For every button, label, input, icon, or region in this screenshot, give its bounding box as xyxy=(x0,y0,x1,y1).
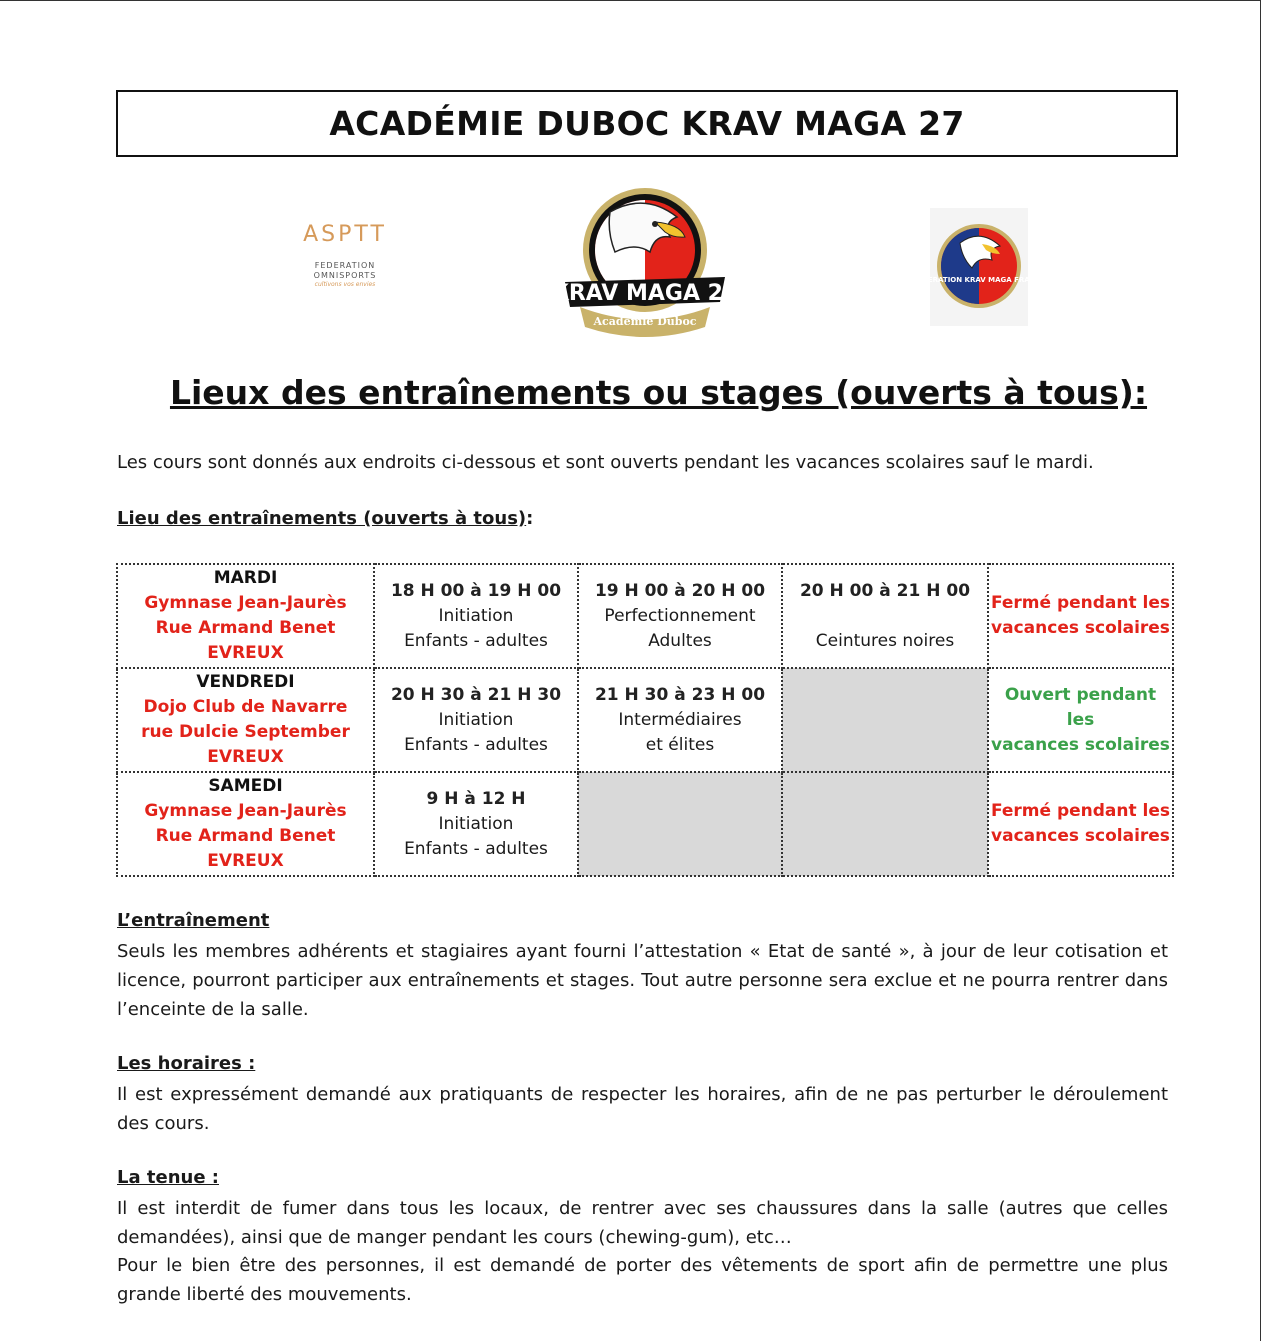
status-cell xyxy=(988,668,1173,772)
session-level: Intermédiaires xyxy=(618,709,742,730)
session-cell xyxy=(578,668,782,772)
main-heading: Lieux des entraînements ou stages (ouverts à tous): xyxy=(169,373,1148,412)
krav-maga-27-logo xyxy=(551,182,739,347)
table-heading xyxy=(117,508,533,529)
krav-maga-27-subtext: Académie Duboc xyxy=(593,315,697,328)
asptt-brand: ASPTT xyxy=(303,222,387,247)
session-level: Perfectionnement xyxy=(604,605,756,626)
table-row xyxy=(117,772,1173,876)
session-level: Initiation xyxy=(438,605,514,626)
session-public: Enfants - adultes xyxy=(404,630,548,651)
place-city: EVREUX xyxy=(207,747,284,767)
status-line1: Fermé pendant les xyxy=(990,593,1171,613)
session-time: 19 H 00 à 20 H 00 xyxy=(594,580,766,601)
asptt-line1: FEDERATION xyxy=(314,261,376,270)
empty-cell xyxy=(782,668,988,772)
status-line1: Ouvert pendant les xyxy=(1004,684,1157,730)
training-heading: L’entraînement xyxy=(117,910,270,931)
status-line2: vacances scolaires xyxy=(991,734,1170,755)
status-cell xyxy=(988,772,1173,876)
empty-cell xyxy=(782,772,988,876)
status-cell xyxy=(988,564,1173,668)
place-street: Rue Armand Benet xyxy=(155,826,336,846)
asptt-line2: OMNISPORTS xyxy=(313,271,377,280)
session-time: 20 H 30 à 21 H 30 xyxy=(390,684,562,705)
place-name: Dojo Club de Navarre xyxy=(143,697,348,717)
session-public: Adultes xyxy=(648,630,712,651)
session-cell xyxy=(782,564,988,668)
session-level: Initiation xyxy=(438,709,514,730)
asptt-tagline: cultivons vos envies xyxy=(314,281,376,288)
krav-maga-27-text: KRAV MAGA 27 xyxy=(551,281,739,306)
session-public: Enfants - adultes xyxy=(404,734,548,755)
place-street: Rue Armand Benet xyxy=(155,618,336,638)
status-line2: vacances scolaires xyxy=(991,618,1170,638)
hours-text: Il est expressément demandé aux pratiquants de respecter les horaires, afin de ne pas perturber le déroulement des cours. xyxy=(117,1084,1168,1134)
session-time: 18 H 00 à 19 H 00 xyxy=(390,580,562,601)
location-cell xyxy=(117,668,374,772)
session-time: 9 H à 12 H xyxy=(426,788,526,809)
empty-cell xyxy=(578,772,782,876)
day-label: VENDREDI xyxy=(196,672,295,692)
session-public: et élites xyxy=(645,734,715,755)
table-heading-label: Lieu des entraînements (ouverts à tous) xyxy=(117,508,527,529)
place-name: Gymnase Jean-Jaurès xyxy=(144,593,347,613)
day-label: SAMEDI xyxy=(208,776,283,796)
table-heading-suffix: : xyxy=(526,508,534,529)
session-level xyxy=(783,604,987,629)
session-cell xyxy=(374,668,578,772)
place-city: EVREUX xyxy=(207,851,284,871)
dress-text-2: Pour le bien être des personnes, il est demandé de porter des vêtements de sport afin de permettre une plus grande liberté des mouvements. xyxy=(117,1255,1168,1305)
fkmf-text: FEDERATION KRAV MAGA FRANCE xyxy=(912,276,1046,284)
location-cell xyxy=(117,564,374,668)
dress-text-1: Il est interdit de fumer dans tous les locaux, de rentrer avec ses chaussures dans la salle (autres que celles demandées), ainsi que de manger pendant les cours (chewing-gum), etc… xyxy=(117,1198,1168,1248)
hours-heading: Les horaires : xyxy=(117,1053,256,1074)
session-public: Enfants - adultes xyxy=(404,838,548,859)
status-line1: Fermé pendant les xyxy=(990,801,1171,821)
session-time: 21 H 30 à 23 H 00 xyxy=(594,684,766,705)
intro-text: Les cours sont donnés aux endroits ci-dessous et sont ouverts pendant les vacances scolaires sauf le mardi. xyxy=(117,452,1094,473)
location-cell xyxy=(117,772,374,876)
schedule-table xyxy=(116,563,1174,877)
place-city: EVREUX xyxy=(207,643,284,663)
session-cell xyxy=(578,564,782,668)
session-time: 20 H 00 à 21 H 00 xyxy=(799,580,971,601)
dress-heading: La tenue : xyxy=(117,1167,219,1188)
place-street: rue Dulcie September xyxy=(141,722,350,742)
place-name: Gymnase Jean-Jaurès xyxy=(144,801,347,821)
day-label: MARDI xyxy=(213,568,278,588)
session-cell xyxy=(374,772,578,876)
session-level: Initiation xyxy=(438,813,514,834)
table-row xyxy=(117,668,1173,772)
asptt-logo xyxy=(300,222,390,312)
session-public: Ceintures noires xyxy=(815,630,955,651)
training-text: Seuls les membres adhérents et stagiaires ayant fourni l’attestation « Etat de santé », à jour de leur cotisation et licence, pourront participer aux entraînements et stages. Tout autre personne sera exclue et ne pourra rentrer dans l’enceinte de la salle. xyxy=(117,941,1168,1020)
federation-krav-maga-france-logo xyxy=(912,208,1046,326)
status-line2: vacances scolaires xyxy=(991,826,1170,846)
session-cell xyxy=(374,564,578,668)
page-title: ACADÉMIE DUBOC KRAV MAGA 27 xyxy=(116,90,1178,157)
table-row xyxy=(117,564,1173,668)
